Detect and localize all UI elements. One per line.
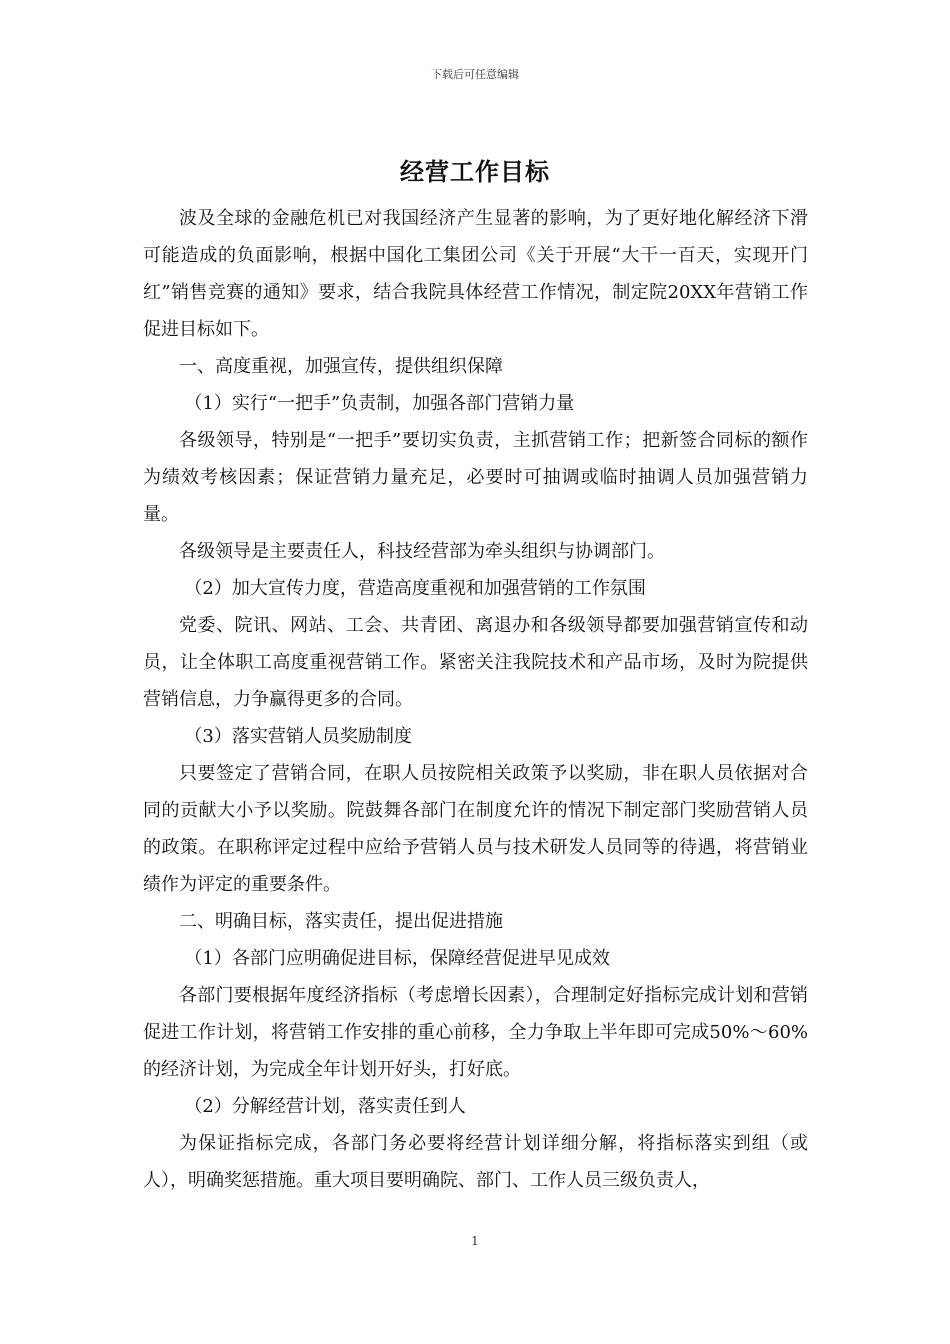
paragraph-1-1-b: 各级领导是主要责任人，科技经营部为牵头组织与协调部门。 bbox=[179, 541, 665, 562]
paragraph-1-1-a: 各级领导，特别是“一把手”要切实负责，主抓营销工作；把新签合同标的额作为绩效考核因素；保证营销力量充足，必要时可抽调或临时抽调人员加强营销力量。 bbox=[143, 430, 808, 525]
document-body bbox=[143, 200, 808, 1199]
subsection-heading-1-2: （2）加大宣传力度，营造高度重视和加强营销的工作氛围 bbox=[184, 578, 646, 599]
section-heading-2: 二、明确目标，落实责任，提出促进措施 bbox=[179, 911, 503, 932]
header-note: 下载后可任意编辑 bbox=[431, 68, 519, 81]
page-number: 1 bbox=[471, 1234, 479, 1248]
paragraph-2-1: 各部门要根据年度经济指标（考虑增长因素），合理制定好指标完成计划和营销促进工作计划，将营销工作安排的重心前移，全力争取上半年即可完成50%～60%的经济计划，为完成全年计划开好头，打好底。 bbox=[143, 985, 808, 1080]
paragraph-2-2: 为保证指标完成，各部门务必要将经营计划详细分解，将指标落实到组（或人），明确奖惩措施。重大项目要明确院、部门、工作人员三级负责人， bbox=[143, 1133, 808, 1191]
subsection-heading-2-1: （1）各部门应明确促进目标，保障经营促进早见成效 bbox=[184, 948, 610, 969]
subsection-heading-2-2: （2）分解经营计划，落实责任到人 bbox=[184, 1096, 466, 1117]
subsection-heading-1-3: （3）落实营销人员奖励制度 bbox=[184, 726, 412, 747]
paragraph-1-2: 党委、院讯、网站、工会、共青团、离退办和各级领导都要加强营销宣传和动员，让全体职工高度重视营销工作。紧密关注我院技术和产品市场，及时为院提供营销信息，力争赢得更多的合同。 bbox=[143, 615, 808, 710]
subsection-heading-1-1: （1）实行“一把手”负责制，加强各部门营销力量 bbox=[184, 393, 575, 414]
document-title: 经营工作目标 bbox=[400, 157, 550, 186]
paragraph-intro: 波及全球的金融危机已对我国经济产生显著的影响，为了更好地化解经济下滑可能造成的负面影响，根据中国化工集团公司《关于开展“大干一百天，实现开门红”销售竞赛的通知》要求，结合我院具体经营工作情况，制定院20XX年营销工作促进目标如下。 bbox=[143, 208, 808, 340]
section-heading-1: 一、高度重视，加强宣传，提供组织保障 bbox=[179, 356, 503, 377]
paragraph-1-3: 只要签定了营销合同，在职人员按院相关政策予以奖励，非在职人员依据对合同的贡献大小予以奖励。院鼓舞各部门在制度允许的情况下制定部门奖励营销人员的政策。在职称评定过程中应给予营销人员与技术研发人员同等的待遇，将营销业绩作为评定的重要条件。 bbox=[143, 763, 808, 895]
